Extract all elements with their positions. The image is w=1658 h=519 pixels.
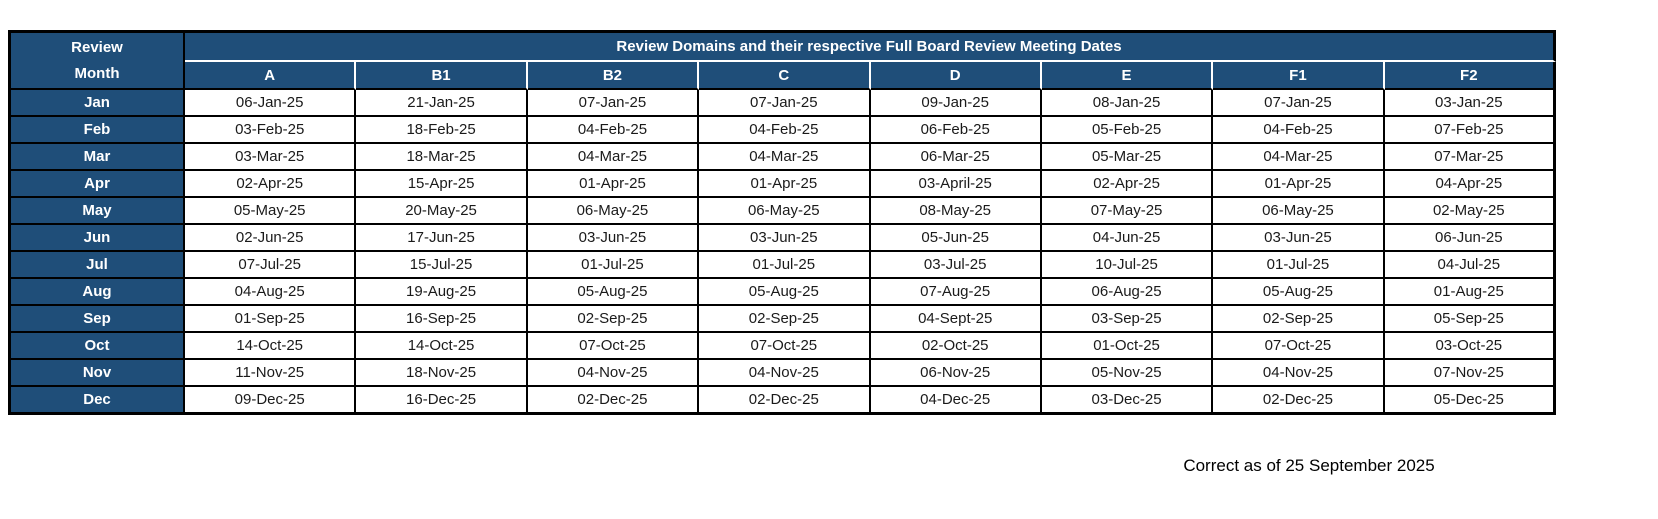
month-cell-Apr: Apr	[11, 171, 185, 198]
column-header-F2: F2	[1385, 62, 1556, 90]
column-header-C: C	[699, 62, 870, 90]
column-header-A: A	[185, 62, 356, 90]
date-cell-May-D: 08-May-25	[871, 198, 1042, 225]
date-cell-Sep-B1: 16-Sep-25	[356, 306, 527, 333]
date-cell-May-B2: 06-May-25	[528, 198, 699, 225]
month-cell-Aug: Aug	[11, 279, 185, 306]
column-header-B1: B1	[356, 62, 527, 90]
date-cell-Jul-F1: 01-Jul-25	[1213, 252, 1384, 279]
date-cell-Jan-D: 09-Jan-25	[871, 90, 1042, 117]
date-cell-Oct-C: 07-Oct-25	[699, 333, 870, 360]
month-cell-Sep: Sep	[11, 306, 185, 333]
date-cell-Mar-B2: 04-Mar-25	[528, 144, 699, 171]
date-cell-Apr-D: 03-April-25	[871, 171, 1042, 198]
table-row-Feb	[11, 117, 1556, 144]
column-header-D: D	[871, 62, 1042, 90]
date-cell-Jan-E: 08-Jan-25	[1042, 90, 1213, 117]
date-cell-Nov-B2: 04-Nov-25	[528, 360, 699, 387]
month-cell-Oct: Oct	[11, 333, 185, 360]
date-cell-Dec-B1: 16-Dec-25	[356, 387, 527, 415]
date-cell-Oct-B1: 14-Oct-25	[356, 333, 527, 360]
table-row-Jun	[11, 225, 1556, 252]
date-cell-Mar-C: 04-Mar-25	[699, 144, 870, 171]
date-cell-Sep-F1: 02-Sep-25	[1213, 306, 1384, 333]
date-cell-Nov-F2: 07-Nov-25	[1385, 360, 1556, 387]
date-cell-Sep-A: 01-Sep-25	[185, 306, 356, 333]
date-cell-Mar-F1: 04-Mar-25	[1213, 144, 1384, 171]
date-cell-Oct-E: 01-Oct-25	[1042, 333, 1213, 360]
date-cell-Dec-A: 09-Dec-25	[185, 387, 356, 415]
date-cell-Nov-E: 05-Nov-25	[1042, 360, 1213, 387]
column-header-row	[11, 62, 1556, 90]
date-cell-Jun-B1: 17-Jun-25	[356, 225, 527, 252]
date-cell-Jun-E: 04-Jun-25	[1042, 225, 1213, 252]
corner-header-line2: Month	[74, 64, 120, 82]
date-cell-Aug-A: 04-Aug-25	[185, 279, 356, 306]
date-cell-Jul-C: 01-Jul-25	[699, 252, 870, 279]
date-cell-Sep-F2: 05-Sep-25	[1385, 306, 1556, 333]
footer-note: Correct as of 25 September 2025	[1183, 456, 1435, 475]
month-cell-Jul: Jul	[11, 252, 185, 279]
date-cell-Sep-E: 03-Sep-25	[1042, 306, 1213, 333]
table-row-Mar	[11, 144, 1556, 171]
date-cell-Nov-D: 06-Nov-25	[871, 360, 1042, 387]
corner-header-review-month	[11, 33, 185, 90]
table-row-Dec	[11, 387, 1556, 415]
date-cell-Jul-E: 10-Jul-25	[1042, 252, 1213, 279]
date-cell-Jan-C: 07-Jan-25	[699, 90, 870, 117]
date-cell-Oct-D: 02-Oct-25	[871, 333, 1042, 360]
date-cell-Nov-A: 11-Nov-25	[185, 360, 356, 387]
date-cell-Dec-F1: 02-Dec-25	[1213, 387, 1384, 415]
date-cell-Aug-B2: 05-Aug-25	[528, 279, 699, 306]
date-cell-Feb-F1: 04-Feb-25	[1213, 117, 1384, 144]
date-cell-Feb-E: 05-Feb-25	[1042, 117, 1213, 144]
date-cell-Aug-D: 07-Aug-25	[871, 279, 1042, 306]
date-cell-Apr-F2: 04-Apr-25	[1385, 171, 1556, 198]
date-cell-Jan-A: 06-Jan-25	[185, 90, 356, 117]
date-cell-Mar-B1: 18-Mar-25	[356, 144, 527, 171]
date-cell-Nov-F1: 04-Nov-25	[1213, 360, 1384, 387]
table-row-Sep	[11, 306, 1556, 333]
date-cell-Aug-B1: 19-Aug-25	[356, 279, 527, 306]
date-cell-Jan-B1: 21-Jan-25	[356, 90, 527, 117]
review-meeting-dates-table	[8, 30, 1556, 415]
date-cell-Jan-F1: 07-Jan-25	[1213, 90, 1384, 117]
date-cell-Aug-F1: 05-Aug-25	[1213, 279, 1384, 306]
date-cell-May-E: 07-May-25	[1042, 198, 1213, 225]
corner-header-line1: Review	[71, 38, 123, 56]
date-cell-Jun-F2: 06-Jun-25	[1385, 225, 1556, 252]
date-cell-Jul-B2: 01-Jul-25	[528, 252, 699, 279]
column-header-B2: B2	[528, 62, 699, 90]
date-cell-May-C: 06-May-25	[699, 198, 870, 225]
table-row-Apr	[11, 171, 1556, 198]
date-cell-Apr-C: 01-Apr-25	[699, 171, 870, 198]
date-cell-Jun-F1: 03-Jun-25	[1213, 225, 1384, 252]
table-row-May	[11, 198, 1556, 225]
date-cell-May-F1: 06-May-25	[1213, 198, 1384, 225]
date-cell-Dec-C: 02-Dec-25	[699, 387, 870, 415]
date-cell-Jun-A: 02-Jun-25	[185, 225, 356, 252]
date-cell-Oct-F2: 03-Oct-25	[1385, 333, 1556, 360]
date-cell-Jan-F2: 03-Jan-25	[1385, 90, 1556, 117]
date-cell-May-A: 05-May-25	[185, 198, 356, 225]
date-cell-Dec-F2: 05-Dec-25	[1385, 387, 1556, 415]
date-cell-Jun-C: 03-Jun-25	[699, 225, 870, 252]
title-row	[11, 33, 1556, 62]
table-title: Review Domains and their respective Full Board Review Meeting Dates	[185, 33, 1556, 62]
month-cell-Dec: Dec	[11, 387, 185, 415]
date-cell-Jul-D: 03-Jul-25	[871, 252, 1042, 279]
date-cell-Feb-B1: 18-Feb-25	[356, 117, 527, 144]
date-cell-May-F2: 02-May-25	[1385, 198, 1556, 225]
date-cell-Feb-A: 03-Feb-25	[185, 117, 356, 144]
date-cell-May-B1: 20-May-25	[356, 198, 527, 225]
date-cell-Sep-D: 04-Sept-25	[871, 306, 1042, 333]
table-row-Jul	[11, 252, 1556, 279]
date-cell-Nov-B1: 18-Nov-25	[356, 360, 527, 387]
date-cell-Nov-C: 04-Nov-25	[699, 360, 870, 387]
table-row-Nov	[11, 360, 1556, 387]
table-row-Aug	[11, 279, 1556, 306]
month-cell-Nov: Nov	[11, 360, 185, 387]
month-cell-May: May	[11, 198, 185, 225]
date-cell-Feb-B2: 04-Feb-25	[528, 117, 699, 144]
date-cell-Mar-D: 06-Mar-25	[871, 144, 1042, 171]
date-cell-Mar-F2: 07-Mar-25	[1385, 144, 1556, 171]
month-cell-Mar: Mar	[11, 144, 185, 171]
date-cell-Oct-B2: 07-Oct-25	[528, 333, 699, 360]
date-cell-Jul-A: 07-Jul-25	[185, 252, 356, 279]
date-cell-Aug-C: 05-Aug-25	[699, 279, 870, 306]
date-cell-Oct-F1: 07-Oct-25	[1213, 333, 1384, 360]
date-cell-Apr-F1: 01-Apr-25	[1213, 171, 1384, 198]
date-cell-Aug-F2: 01-Aug-25	[1385, 279, 1556, 306]
date-cell-Feb-C: 04-Feb-25	[699, 117, 870, 144]
date-cell-Aug-E: 06-Aug-25	[1042, 279, 1213, 306]
date-cell-Dec-D: 04-Dec-25	[871, 387, 1042, 415]
date-cell-Apr-E: 02-Apr-25	[1042, 171, 1213, 198]
column-header-F1: F1	[1213, 62, 1384, 90]
date-cell-Sep-B2: 02-Sep-25	[528, 306, 699, 333]
date-cell-Jul-F2: 04-Jul-25	[1385, 252, 1556, 279]
date-cell-Jul-B1: 15-Jul-25	[356, 252, 527, 279]
date-cell-Apr-B1: 15-Apr-25	[356, 171, 527, 198]
date-cell-Jun-D: 05-Jun-25	[871, 225, 1042, 252]
date-cell-Sep-C: 02-Sep-25	[699, 306, 870, 333]
date-cell-Feb-F2: 07-Feb-25	[1385, 117, 1556, 144]
date-cell-Dec-B2: 02-Dec-25	[528, 387, 699, 415]
date-cell-Feb-D: 06-Feb-25	[871, 117, 1042, 144]
month-cell-Jan: Jan	[11, 90, 185, 117]
date-cell-Apr-B2: 01-Apr-25	[528, 171, 699, 198]
date-cell-Jan-B2: 07-Jan-25	[528, 90, 699, 117]
date-cell-Apr-A: 02-Apr-25	[185, 171, 356, 198]
month-cell-Jun: Jun	[11, 225, 185, 252]
date-cell-Jun-B2: 03-Jun-25	[528, 225, 699, 252]
date-cell-Mar-A: 03-Mar-25	[185, 144, 356, 171]
date-cell-Dec-E: 03-Dec-25	[1042, 387, 1213, 415]
table-row-Oct	[11, 333, 1556, 360]
table-row-Jan	[11, 90, 1556, 117]
month-cell-Feb: Feb	[11, 117, 185, 144]
date-cell-Mar-E: 05-Mar-25	[1042, 144, 1213, 171]
date-cell-Oct-A: 14-Oct-25	[185, 333, 356, 360]
column-header-E: E	[1042, 62, 1213, 90]
